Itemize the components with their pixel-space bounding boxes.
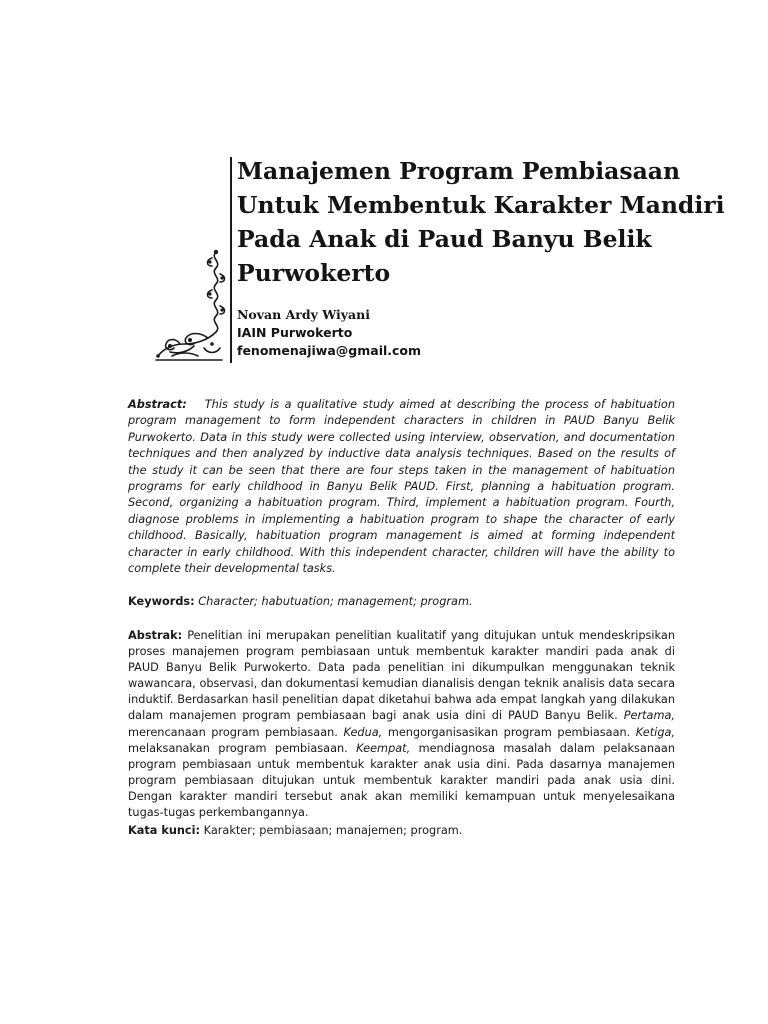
title-line: Purwokerto xyxy=(237,259,391,287)
author-name: Novan Ardy Wiyani xyxy=(237,307,370,322)
abstract-label: Abstract: xyxy=(128,398,187,411)
floral-ornament-icon xyxy=(150,248,228,364)
title-line: Manajemen Program Pembiasaan xyxy=(237,157,681,185)
abstrak-step-label: Keempat, xyxy=(356,741,411,755)
author-block xyxy=(237,306,421,360)
keywords-label: Keywords: xyxy=(128,595,195,608)
abstrak-step-label: Kedua, xyxy=(343,725,383,739)
abstrak-text: Penelitian ini merupakan penelitian kualitatif yang ditujukan untuk mendeskripsikan proses manajemen program pembiasaan untuk membentuk karakter mandiri pada anak di PAUD Banyu Belik Purwokerto. Data pada penelitian ini dikumpulkan menggunakan teknik wawancara, observasi, dan dokumentasi kemudian dianalisis dengan teknik analisis data secara induktif. Berdasarkan hasil penelitian dapat diketahui bahwa ada empat langkah yang dilakukan dalam manajemen program pembiasaan bagi anak usia dini di PAUD Banyu Belik. xyxy=(128,629,675,723)
author-affiliation: IAIN Purwokerto xyxy=(237,325,353,340)
kata-kunci-text: Karakter; pembiasaan; manajemen; program. xyxy=(203,824,463,837)
kata-kunci xyxy=(128,823,675,839)
abstract-english xyxy=(128,397,675,577)
keywords-english xyxy=(128,594,675,610)
abstrak-indonesian xyxy=(128,628,675,821)
abstrak-text: mendiagnosa masalah dalam pelaksanaan program pembiasaan untuk membentuk karakter anak usia dini. Pada dasarnya manajemen program pembiasaan ditujukan untuk membentuk karakter mandiri pada anak usia dini. Dengan karakter mandiri tersebut anak akan memiliki kemampuan untuk menyelesaikana tugas-tugas perkembangannya. xyxy=(128,741,676,820)
keywords-text: Character; habutuation; management; program. xyxy=(198,595,473,608)
title-line: Untuk Membentuk Karakter Mandiri xyxy=(237,191,725,219)
title-divider-rule xyxy=(230,157,232,363)
paper-title xyxy=(237,154,725,290)
kata-kunci-label: Kata kunci: xyxy=(128,824,201,837)
abstract-text: This study is a qualitative study aimed at describing the process of habituation program management to form independent characters in children in PAUD Banyu Belik Purwokerto. Data in this study were collected using interview, observation, and documentation techniques and then analyzed by inductive data analysis techniques. Based on the results of the study it can be seen that there are four steps taken in the management of habituation programs for early childhood in Banyu Belik PAUD. First, planning a habituation program. Second, organizing a habituation program. Third, implement a habituation program. Fourth, diagnose problems in implementing a habituation program to shape the character of early childhood. Basically, habituation program management is aimed at forming independent character in early childhood. With this independent character, children will have the ability to complete their developmental tasks. xyxy=(128,398,675,576)
abstrak-step-label: Pertama, xyxy=(623,709,675,723)
author-email: fenomenajiwa@gmail.com xyxy=(237,343,422,358)
abstrak-text: mengorganisasikan program pembiasaan. xyxy=(387,725,631,739)
abstrak-step-label: Ketiga, xyxy=(635,725,676,739)
title-line: Pada Anak di Paud Banyu Belik xyxy=(237,225,652,253)
abstrak-label: Abstrak: xyxy=(128,629,183,642)
abstrak-text: merencanaan program pembiasaan. xyxy=(128,725,338,739)
abstrak-text: melaksanakan program pembiasaan. xyxy=(128,741,348,755)
